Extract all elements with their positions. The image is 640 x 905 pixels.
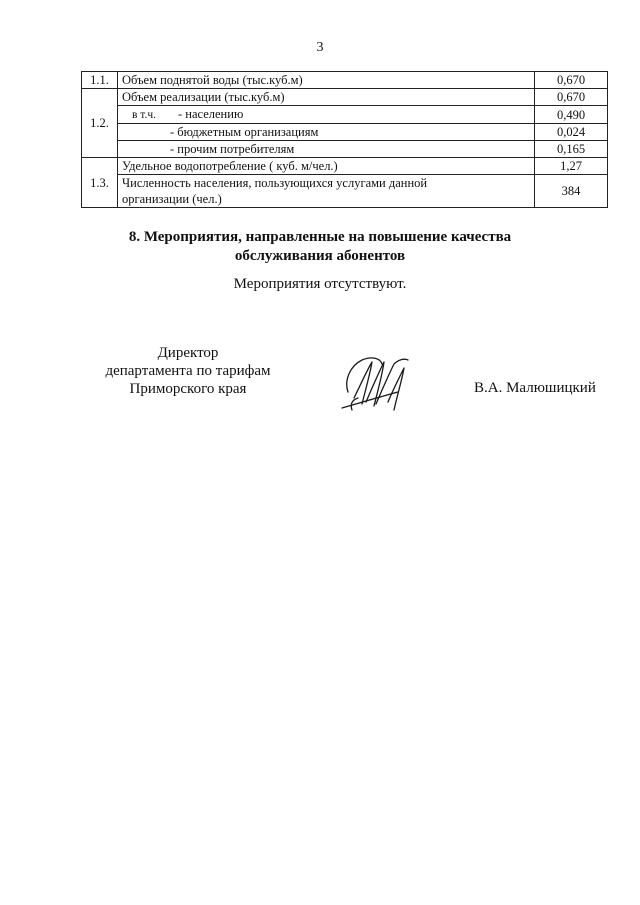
row-name-line: организации (чел.): [122, 192, 222, 206]
signer-title-line: департамента по тарифам: [105, 363, 271, 379]
signer-title-line: Приморского края: [129, 381, 247, 397]
table-row: [82, 124, 608, 141]
row-prefix: в т.ч.: [132, 109, 156, 121]
table-row: [82, 158, 608, 175]
row-value: 0,490: [535, 106, 608, 124]
page-number: 3: [316, 40, 324, 55]
section-heading: [0, 228, 640, 266]
row-name: - бюджетным организациям: [118, 124, 535, 141]
signer-name: В.А. Малюшицкий: [474, 380, 596, 396]
row-value: 0,670: [535, 89, 608, 106]
row-name: - прочим потребителям: [118, 141, 535, 158]
indicators-table: [81, 71, 608, 208]
row-value: 0,165: [535, 141, 608, 158]
section-heading-line: 8. Мероприятия, направленные на повышение качества: [128, 229, 512, 245]
table-row: [82, 89, 608, 106]
row-name-cell: [118, 106, 535, 124]
row-name: - населению: [178, 107, 244, 121]
row-name: Объем реализации (тыс.куб.м): [118, 89, 535, 106]
row-value: 0,670: [535, 72, 608, 89]
row-value: 0,024: [535, 124, 608, 141]
section-text: Мероприятия отсутствуют.: [233, 276, 407, 292]
row-number: 1.3.: [82, 158, 118, 208]
section-heading-line: обслуживания абонентов: [234, 248, 406, 264]
row-name: Удельное водопотребление ( куб. м/чел.): [118, 158, 535, 175]
row-value: 1,27: [535, 158, 608, 175]
row-name-line: Численность населения, пользующихся услугами данной: [122, 176, 428, 190]
row-name: Объем поднятой воды (тыс.куб.м): [118, 72, 535, 89]
row-number: 1.1.: [82, 72, 118, 89]
table-row: [82, 141, 608, 158]
table-row: [82, 106, 608, 124]
table-row: [82, 72, 608, 89]
row-value: 384: [535, 175, 608, 208]
signer-title-line: Директор: [157, 345, 219, 361]
handwritten-signature: [336, 352, 416, 414]
row-number: 1.2.: [82, 89, 118, 158]
row-name-cell: [118, 175, 535, 208]
signer-title: [88, 344, 288, 398]
table-row: [82, 175, 608, 208]
